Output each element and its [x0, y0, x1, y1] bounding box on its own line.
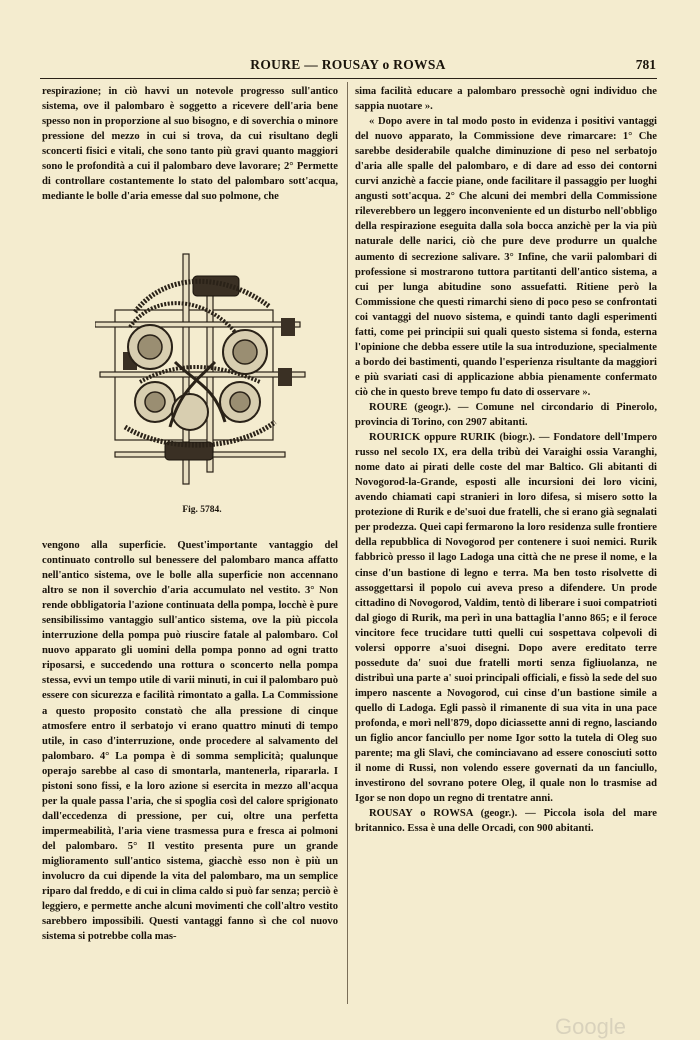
- diving-apparatus-figure: [95, 252, 310, 488]
- left-paragraph-bottom: vengono alla superficie. Quest'importante vantaggio del continuato controllo sul benessere del palombaro manca affatto nell'antico sistema, ove le bolle alla superficie non accennano altro se non il soverchio d'aria accumulato nel vestito. 3° Non rende obbligatoria l'azione continuata della pompa, locchè è pure sensibilissimo vantaggio sull'antico sistema, ove la più piccola interruzione della pompa può riuscire fatale al palombaro. Col nuovo apparato gli uomini della pompa ponno ad ogni tratto riposarsi, e succedendo una rottura o sconcerto nella pompa stessa, evvi un tempo utile di varii minuti, in cui il palombaro può essere con sicurezza e facilità rimontato a galla. La Commissione a questo proposito constatò che alla pressione di cinque atmosfere entro il serbatojo vi erano quattro minuti di tempo utile, in caso d'interruzione, onde procedere al salvamento del palombaro. 4° La pompa è di somma semplicità; qualunque operajo sarebbe al caso di smontarla, mantenerla, ripararla. I pistoni sono fissi, e la loro azione si esercita in mezzo all'acqua per la quale passa l'aria, che si spoglia così del calore sprigionato dall'eccedenza di pressione, per cui, oltre una perfetta impermeabilità, l'aria viene trasmessa pura e fresca ai polmoni del palombaro. 5° Il vestito presenta pure un grande miglioramento sull'antico sistema, giacchè esso non è più un involucro da cui dipende la vita del palombaro, ma un semplice riparo dal freddo, e di cui in clima caldo si può far senza; perciò è leggiero, e permette anche alcuni movimenti che coll'altro vestito sarebbero impossibili. Questi vantaggi fanno sì che col nuovo sistema si potrebbe colla mas-: [42, 540, 338, 943]
- running-title: ROURE — ROUSAY o ROWSA: [250, 57, 446, 72]
- right-paragraph-1: sima facilità educare a palombaro pressochè ogni individuo che sappia nuotare ».: [355, 86, 657, 113]
- right-paragraph-2: « Dopo avere in tal modo posto in evidenza i positivi vantaggi del nuovo apparato, la Commissione deve rimarcare: 1° Che sarebbe desiderabile qualche diminuzione di peso nel serbatojo d'aria alle spalle del palombaro, e di dare ad esso dei contorni curvi anzichè a faccie piane, onde facilitare il passaggio per luoghi angusti sott'acqua. 2° Che alcuni dei membri della Commissione rileverebbero un leggero inconveniente ed un disturbo nell'obbligo della respirazione eseguita dalla sola bocca anzichè per la via più naturale delle narici, ciò che pure deve produrre un qualche aumento di secrezione salivare. 3° Infine, che varii palombari di professione si mostrarono tuttora partitanti dell'antico sistema, a cui per lunga abitudine sono assuefatti. Ritiene però la Commissione che questi rimarchi sieno di poco peso se confrontati coi vantaggi del nuovo sistema, e quindi tanto dagli esperimenti fatti, come pei principii sui quali questo sistema si fonda, esterna l'opinione che debba essere utile la sua introduzione, specialmente a bordo dei bastimenti, quando l'esperienza risultante da maggiori e più svariati casi di applicazione abbia pienamente confermato ciò che in questo breve tempo fu dato di osservare ».: [355, 116, 657, 398]
- page-header: [40, 57, 656, 75]
- right-column-text: [355, 84, 657, 1008]
- page-number: 781: [635, 57, 656, 72]
- entry-rourick: ROURICK oppure RURIK (biogr.). — Fondatore dell'Impero russo nel secolo IX, era della tribù dei Varaighi ossia Varanghi, nome dato ai pirati delle coste del mar Baltico. Gli abitanti di Novogorod-la-Grande, esposti alle incursioni dei loro vicini, avendo chiamati capi stranieri in loro difesa, si misero sotto la protezione di Rurik e de'suoi due fratelli, che si erano già segnalati per prodezza. Quei capi fermarono la loro residenza sulle frontiere della repubblica di Novogorod per contenere i suoi nemici. Rurik fabbricò presso il lago Ladoga una città che ne prese il nome, e la cinse d'un bastione di legno e terra. Ma ben tosto risolvette di assoggettarsi il popolo cui aveva preso a difendere. Un prode cittadino di Novogorod, Valdim, tentò di liberare i suoi compatrioti dal giogo di Rurik, ma perì in una battaglia l'anno 865; e il feroce vincitore fece trucidare tutti quelli cui sospettava colpevoli di volersi opporre a'suoi disegni. Dopo avere ereditato terre possedute da' suoi due fratelli morti senza figliuolanza, ne distribuì una parte a' suoi principali officiali, e fissò la sede del suo impero nascente a Novogorod, cui cinse d'un bastione simile a quello di Ladoga. Egli passò il rimanente di sua vita in una pace profonda, e morì nell'879, dopo diciassette anni di regno, lasciando un figlio ancor fanciullo per nome Igor sotto la tutela di Oleg suo parente; ma gli Slavi, che cominciavano ad essere conosciuti sotto il nome di Russi, non volendo essere governati da un fanciullo, investirono del sovrano potere Oleg, il quale non lo trasmise ad Igor se non dopo un regno di trentatre anni.: [355, 432, 657, 805]
- entry-rousay: ROUSAY o ROWSA (geogr.). — Piccola isola del mare britannico. Essa è una delle Orcadi, con 900 abitanti.: [355, 808, 657, 835]
- column-divider: [347, 82, 348, 1004]
- watermark: Google: [555, 1014, 626, 1039]
- entry-roure: ROURE (geogr.). — Comune nel circondario di Pinerolo, provincia di Torino, con 2907 abitanti.: [355, 401, 657, 429]
- left-paragraph-top: respirazione; in ciò havvi un notevole progresso sull'antico sistema, ove il palombaro è soggetto a ricevere dell'aria bene spesso non in proporzione al suo bisogno, e di soverchia o minore pressione del mezzo in cui si trova, da cui risultano degli sconcerti fisici e vitali, che sono tanto più gravi quanto maggiori sono le profondità a cui il palombaro deve lavorare; 2° Permette di controllare costantemente lo stato del palombaro sott'acqua, mediante le bolle d'aria emesse dal suo polmone, che: [42, 86, 338, 203]
- header-rule: [40, 78, 657, 79]
- left-column-bottom-text: [42, 538, 338, 1008]
- figure-caption: Fig. 5784.: [182, 505, 222, 515]
- left-column-top-text: [42, 84, 338, 264]
